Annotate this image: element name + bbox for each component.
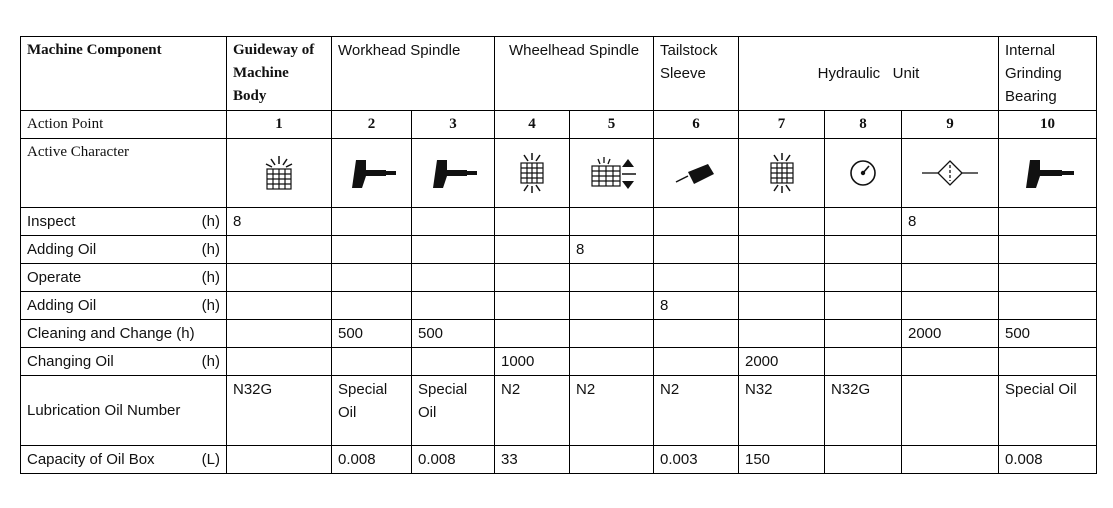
cell-icon-1	[227, 139, 332, 208]
cell	[412, 208, 495, 236]
cell: N32G	[227, 376, 332, 446]
cell	[332, 348, 412, 376]
row-label: Operate (h)	[21, 264, 227, 292]
oil-filter-icon	[920, 156, 980, 190]
cell	[825, 292, 902, 320]
cell	[495, 320, 570, 348]
cell	[999, 236, 1097, 264]
cell: 8	[227, 208, 332, 236]
cell	[825, 264, 902, 292]
cell	[902, 264, 999, 292]
oil-number-label: Lubrication Oil Number	[21, 376, 227, 446]
cell	[654, 236, 739, 264]
cell	[412, 264, 495, 292]
cell-icon-5	[570, 139, 654, 208]
oil-can-burst-icon	[762, 151, 802, 195]
cell: 0.008	[412, 446, 495, 474]
action-point-row	[21, 111, 1097, 139]
cell	[999, 264, 1097, 292]
cell	[227, 348, 332, 376]
cell: N32G	[825, 376, 902, 446]
cell	[570, 320, 654, 348]
cell	[902, 446, 999, 474]
cell-icon-9	[902, 139, 999, 208]
table-row	[21, 292, 1097, 320]
oil-can-burst-icon	[259, 153, 299, 193]
point-4: 4	[495, 111, 570, 139]
pressure-gauge-icon	[846, 156, 880, 190]
cell: 0.008	[999, 446, 1097, 474]
cell: 8	[654, 292, 739, 320]
cell-icon-7	[739, 139, 825, 208]
oil-number-row	[21, 376, 1097, 446]
point-6: 6	[654, 111, 739, 139]
cell	[739, 292, 825, 320]
active-character-row	[21, 139, 1097, 208]
cell: 500	[999, 320, 1097, 348]
cell-icon-8	[825, 139, 902, 208]
row-label: Inspect (h)	[21, 208, 227, 236]
cell	[999, 208, 1097, 236]
point-2: 2	[332, 111, 412, 139]
cell: Special Oil	[412, 376, 495, 446]
cell	[654, 264, 739, 292]
cell	[739, 236, 825, 264]
lubrication-table	[20, 36, 1097, 474]
cell: N2	[495, 376, 570, 446]
cell: 33	[495, 446, 570, 474]
cell	[654, 320, 739, 348]
capacity-row	[21, 446, 1097, 474]
cell: 8	[570, 236, 654, 264]
cell: 2000	[902, 320, 999, 348]
workhead-header: Workhead Spindle	[332, 37, 495, 111]
point-8: 8	[825, 111, 902, 139]
cell	[902, 376, 999, 446]
row-label: Adding Oil (h)	[21, 292, 227, 320]
cell-icon-2	[332, 139, 412, 208]
header-row	[21, 37, 1097, 111]
cell-icon-6	[654, 139, 739, 208]
capacity-label: Capacity of Oil Box (L)	[21, 446, 227, 474]
cell	[739, 208, 825, 236]
cell	[412, 236, 495, 264]
cell: 150	[739, 446, 825, 474]
row-label: Cleaning and Change (h)	[21, 320, 227, 348]
tailstock-header: Tailstock Sleeve	[654, 37, 739, 111]
cell: N2	[570, 376, 654, 446]
cell: 500	[332, 320, 412, 348]
row-label: Adding Oil (h)	[21, 236, 227, 264]
cell	[570, 446, 654, 474]
action-point-label: Action Point	[21, 111, 227, 139]
cell	[495, 264, 570, 292]
cell	[495, 208, 570, 236]
table-row	[21, 320, 1097, 348]
internal-grinding-header: Internal Grinding Bearing	[999, 37, 1097, 111]
cell	[412, 348, 495, 376]
cell-icon-10	[999, 139, 1097, 208]
cell	[999, 292, 1097, 320]
cell: N2	[654, 376, 739, 446]
point-10: 10	[999, 111, 1097, 139]
point-1: 1	[227, 111, 332, 139]
cell	[825, 320, 902, 348]
grease-gun-icon	[346, 156, 398, 190]
cell	[495, 292, 570, 320]
cell	[570, 264, 654, 292]
cell: 500	[412, 320, 495, 348]
cell	[902, 236, 999, 264]
cell	[570, 208, 654, 236]
guideway-header: Guideway of Machine Body	[227, 37, 332, 111]
cell	[825, 208, 902, 236]
cell-icon-4	[495, 139, 570, 208]
cell: 2000	[739, 348, 825, 376]
cell	[739, 264, 825, 292]
cell	[332, 292, 412, 320]
active-character-label: Active Character	[21, 139, 227, 208]
cell	[825, 446, 902, 474]
cell	[739, 320, 825, 348]
cell	[227, 446, 332, 474]
cell: Special Oil	[332, 376, 412, 446]
cell	[825, 348, 902, 376]
cell	[332, 264, 412, 292]
cell: Special Oil	[999, 376, 1097, 446]
cell	[227, 264, 332, 292]
cell	[654, 208, 739, 236]
cell	[999, 348, 1097, 376]
cell	[570, 292, 654, 320]
nozzle-icon	[674, 158, 718, 188]
cell: 0.003	[654, 446, 739, 474]
component-header: Machine Component	[21, 37, 227, 111]
point-9: 9	[902, 111, 999, 139]
oil-can-burst-icon	[512, 151, 552, 195]
cell: 1000	[495, 348, 570, 376]
cell-icon-3	[412, 139, 495, 208]
cell	[332, 236, 412, 264]
oil-can-arrows-icon	[586, 153, 638, 193]
hydraulic-header: Hydraulic Unit	[739, 37, 999, 111]
cell	[412, 292, 495, 320]
point-7: 7	[739, 111, 825, 139]
wheelhead-header: Wheelhead Spindle	[495, 37, 654, 111]
cell	[825, 236, 902, 264]
cell	[227, 292, 332, 320]
grease-gun-icon	[1018, 156, 1078, 190]
point-5: 5	[570, 111, 654, 139]
point-3: 3	[412, 111, 495, 139]
cell	[227, 236, 332, 264]
table-row	[21, 208, 1097, 236]
cell	[495, 236, 570, 264]
table-row	[21, 264, 1097, 292]
row-label: Changing Oil (h)	[21, 348, 227, 376]
cell	[332, 208, 412, 236]
table-row	[21, 348, 1097, 376]
cell	[654, 348, 739, 376]
cell: N32	[739, 376, 825, 446]
table-row	[21, 236, 1097, 264]
cell	[902, 348, 999, 376]
cell	[227, 320, 332, 348]
cell	[902, 292, 999, 320]
cell: 0.008	[332, 446, 412, 474]
grease-gun-icon	[427, 156, 479, 190]
cell	[570, 348, 654, 376]
cell: 8	[902, 208, 999, 236]
